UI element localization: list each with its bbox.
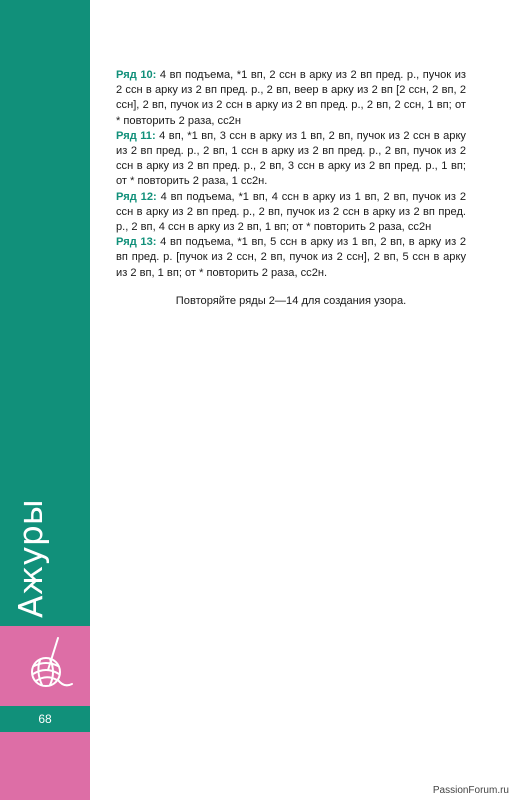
row-10-paragraph — [116, 68, 466, 129]
pattern-instructions — [116, 68, 466, 309]
yarn-ball-icon — [28, 636, 74, 694]
watermark: PassionForum.ru — [432, 785, 509, 796]
row-11-label: Ряд 11: — [116, 129, 156, 142]
row-10-text: 4 вп подъема, *1 вп, 2 ссн в арку из 2 вп пред. р., пучок из 2 ссн в арку из 2 вп пред. р., 2 вп, веер в арку из 2 вп [2 ссн, 2 вп, 2 ссн], 2 вп, пучок из 2 ссн в арку из 2 вп пред. р., 2 вп, 2 ссн, 1 вп; от * повторить 2 раза, сс2н — [116, 69, 466, 127]
row-10-label: Ряд 10: — [116, 69, 157, 81]
row-12-paragraph — [116, 190, 466, 236]
row-13-text: 4 вп подъема, *1 вп, 5 ссн в арку из 1 вп, 2 вп, в арку из 2 вп пред. р. [пучок из 2 ссн, 2 вп, пучок из 2 ссн], 2 вп, 5 ссн в арку из 2 вп, 1 вп; от * повторить 2 раза, сс2н. — [116, 236, 466, 279]
row-12-text: 4 вп подъема, *1 вп, 4 ссн в арку из 1 вп, 2 вп, пучок из 2 ссн в арку из 2 вп пред. р., 2 вп, пучок из 2 ссн в арку из 2 вп пред. р., 2 вп, 4 ссн в арку из 2 вп, 1 вп; от * повторить 2 раза, сс2н — [116, 190, 466, 234]
row-11-paragraph — [116, 129, 466, 190]
sidebar-pink-footer — [0, 732, 90, 800]
repeat-note: Повторяйте ряды 2—14 для создания узора. — [175, 294, 407, 307]
page-number: 68 — [38, 712, 52, 726]
row-12-label: Ряд 12: — [116, 190, 157, 203]
row-11-text: 4 вп, *1 вп, 3 ссн в арку из 1 вп, 2 вп, пучок из 2 ссн в арку из 2 вп пред. р., 2 вп, 1 ссн в арку из 2 вп пред. р., 2 вп, пучок из 2 ссн в арку из 2 вп пред. р., 2 вп, 3 ссн в арку из 2 вп пред. р., 1 вп; от * повторить 2 раза, 1 сс2н. — [116, 129, 466, 188]
row-13-paragraph — [116, 235, 466, 281]
row-13-label: Ряд 13: — [116, 236, 157, 249]
section-title: Ажуры — [11, 499, 50, 618]
